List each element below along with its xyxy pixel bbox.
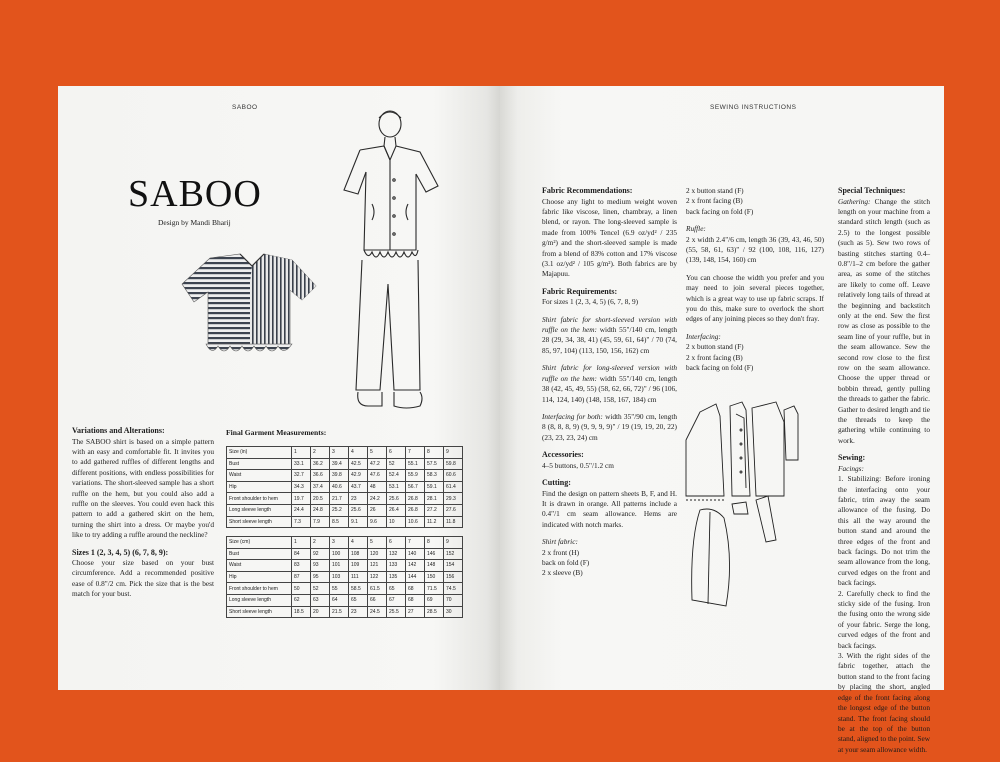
- measurement-value: 43.7: [349, 481, 368, 493]
- measurement-value: 133: [387, 560, 406, 572]
- measurement-value: 59.1: [425, 481, 444, 493]
- measurement-value: 103: [330, 571, 349, 583]
- measurement-value: 27.2: [425, 504, 444, 516]
- measurement-value: 87: [292, 571, 311, 583]
- measurement-value: 67: [387, 594, 406, 606]
- measurement-value: 71.5: [425, 583, 444, 595]
- size-header: 8: [425, 447, 444, 459]
- size-header: 4: [349, 537, 368, 549]
- size-header: 6: [387, 447, 406, 459]
- size-header: 2: [311, 537, 330, 549]
- measurement-value: 92: [311, 548, 330, 560]
- cut-line: 2 x button stand (F): [686, 186, 744, 195]
- measurement-value: 25.5: [387, 606, 406, 618]
- sizes-heading: Sizes 1 (2, 3, 4, 5) (6, 7, 8, 9):: [72, 547, 169, 557]
- measurement-value: 101: [330, 560, 349, 572]
- measurement-value: 55.1: [406, 458, 425, 470]
- measurement-value: 10: [387, 516, 406, 528]
- measurement-value: 132: [387, 548, 406, 560]
- table-row: [227, 606, 463, 618]
- gathering-body: Change the stitch length on your machine from a standard stitch length (such as 2.5) to the longest possible (such as 5). Sew two rows of basting stitches starting 0.4–0.8"/1–2 cm before the gather area, as some of the stitches are likely to come off. Leave relatively long tails of thread at the beginning and backstitch only at the end. Sew the first row as close as possible to the seam line of your ruffle, but in the seam allowance. Sew the second row close to the first row on the seam allowance. Choose the upper thread or bobbin thread, gently pulling the threads to gather the fabric. Gather to desired length and tie the threads to keep the gathering while continuing to work.: [838, 196, 930, 445]
- measurement-value: 40.6: [330, 481, 349, 493]
- size-header: 1: [292, 537, 311, 549]
- interfacing-line: back facing on fold (F): [686, 363, 754, 373]
- right-column-3: [838, 186, 930, 762]
- fabric-req-sizes: For sizes 1 (2, 3, 4, 5) (6, 7, 8, 9): [542, 297, 639, 307]
- measurement-value: 23: [349, 606, 368, 618]
- measurement-value: 7.9: [311, 516, 330, 528]
- shirt-fabric-line: 2 x front (H): [542, 547, 580, 557]
- size-header: 8: [425, 537, 444, 549]
- measurement-value: 111: [349, 571, 368, 583]
- measurements-title: Final Garment Measurements:: [226, 428, 327, 437]
- measurement-value: 25.6: [349, 504, 368, 516]
- facings-label: Facings:: [838, 463, 864, 473]
- size-header: 2: [311, 447, 330, 459]
- gathering-paragraph: [838, 197, 930, 447]
- measurement-value: 24.8: [311, 504, 330, 516]
- cut-line: 2 x front facing (B): [686, 196, 743, 206]
- shirt-fabric-line: back on fold (F): [542, 557, 590, 567]
- measurement-label: Waist: [227, 470, 292, 482]
- measurement-value: 144: [406, 571, 425, 583]
- table-row: [227, 493, 463, 505]
- measurement-label: Front shoulder to hem: [227, 493, 292, 505]
- measurement-value: 28.5: [425, 606, 444, 618]
- measurement-value: 152: [444, 548, 463, 560]
- measurement-value: 26: [368, 504, 387, 516]
- measurement-label: Front shoulder to hem: [227, 583, 292, 595]
- measurement-value: 26.8: [406, 504, 425, 516]
- measurement-value: 11.2: [425, 516, 444, 528]
- measurement-value: 142: [406, 560, 425, 572]
- measurement-value: 47.2: [368, 458, 387, 470]
- measurement-value: 55: [330, 583, 349, 595]
- fabric-req-heading: Fabric Requirements:: [542, 286, 618, 296]
- interfacing-label: Interfacing:: [686, 331, 721, 341]
- measurement-value: 20: [311, 606, 330, 618]
- measurement-value: 36.2: [311, 458, 330, 470]
- pattern-pieces-diagram: [680, 400, 836, 644]
- size-header: 3: [330, 447, 349, 459]
- measurement-value: 30: [444, 606, 463, 618]
- measurement-value: 68: [406, 583, 425, 595]
- table-row: [227, 504, 463, 516]
- measurements-table-cm: [226, 536, 463, 618]
- measurement-value: 95: [311, 571, 330, 583]
- measurement-value: 122: [368, 571, 387, 583]
- interfacing-both-label: Interfacing for both:: [542, 411, 603, 421]
- table-row: [227, 583, 463, 595]
- measurement-value: 58.5: [349, 583, 368, 595]
- measurement-value: 36.6: [311, 470, 330, 482]
- size-header: 1: [292, 447, 311, 459]
- table-row: [227, 516, 463, 528]
- long-sleeve-label: Shirt fabric for long-sleeved version with ruffle on the hem:: [542, 363, 677, 383]
- size-header: 9: [444, 537, 463, 549]
- interfacing-line: 2 x front facing (B): [686, 352, 743, 362]
- running-head-left: SABOO: [232, 104, 258, 111]
- measurement-value: 42.5: [349, 458, 368, 470]
- measurement-value: 24.4: [292, 504, 311, 516]
- right-page: [500, 86, 944, 754]
- measurement-label: Hip: [227, 481, 292, 493]
- measurement-value: 100: [330, 548, 349, 560]
- ruffle-body: 2 x width 2.4"/6 cm, length 36 (39, 43, 46, 50) (55, 58, 61, 63)" / 92 (100, 108, 116, 127) (139, 148, 154, 160) cm: [686, 234, 824, 265]
- measurements-table-in: [226, 446, 463, 528]
- measurement-value: 28.1: [425, 493, 444, 505]
- measurement-value: 9.6: [368, 516, 387, 528]
- measurement-value: 39.8: [330, 470, 349, 482]
- measurement-value: 18.5: [292, 606, 311, 618]
- table-row: [227, 458, 463, 470]
- size-header: 5: [368, 537, 387, 549]
- table-row: [227, 594, 463, 606]
- measurement-value: 7.3: [292, 516, 311, 528]
- size-unit-header: Size (cm): [227, 537, 292, 549]
- size-header: 6: [387, 537, 406, 549]
- measurement-value: 84: [292, 548, 311, 560]
- measurement-value: 69: [425, 594, 444, 606]
- measurement-value: 34.3: [292, 481, 311, 493]
- measurement-value: 58.3: [425, 470, 444, 482]
- measurement-value: 47.6: [368, 470, 387, 482]
- measurement-label: Long sleeve length: [227, 504, 292, 516]
- measurement-value: 32.7: [292, 470, 311, 482]
- magazine-spread: [58, 86, 944, 754]
- striped-shirt-photo: [180, 252, 318, 360]
- measurement-value: 19.7: [292, 493, 311, 505]
- table-header-row: [227, 537, 463, 549]
- measurement-value: 83: [292, 560, 311, 572]
- measurement-value: 26.4: [387, 504, 406, 516]
- measurement-value: 52.4: [387, 470, 406, 482]
- table-row: [227, 560, 463, 572]
- table-row: [227, 571, 463, 583]
- table-header-row: [227, 447, 463, 459]
- variations-heading: Variations and Alterations:: [72, 426, 165, 435]
- measurement-value: 63: [311, 594, 330, 606]
- measurement-value: 27.6: [444, 504, 463, 516]
- fabric-rec-heading: Fabric Recommendations:: [542, 186, 633, 195]
- measurement-value: 25.2: [330, 504, 349, 516]
- measurement-value: 121: [368, 560, 387, 572]
- measurement-value: 135: [387, 571, 406, 583]
- sizes-body: Choose your size based on your bust circumference. Add a recommended positive ease of 0.8"/2 cm. Pick the size that is the best match for your bust.: [72, 558, 214, 599]
- measurement-value: 24.2: [368, 493, 387, 505]
- cutting-body: Find the design on pattern sheets B, F, and H. It is drawn in orange. All patterns include a 0.4"/1 cm seam allowance. Hems are indicated with notch marks.: [542, 488, 677, 529]
- shirt-fabric-label: Shirt fabric:: [542, 537, 578, 547]
- right-column-2: [686, 186, 824, 374]
- measurement-value: 9.1: [349, 516, 368, 528]
- measurement-value: 56.7: [406, 481, 425, 493]
- size-header: 9: [444, 447, 463, 459]
- interfacing-req: [542, 412, 677, 443]
- measurement-value: 59.8: [444, 458, 463, 470]
- left-body-text: [72, 426, 214, 607]
- measurement-value: 37.4: [311, 481, 330, 493]
- measurement-value: 24.5: [368, 606, 387, 618]
- short-sleeve-req: [542, 315, 677, 357]
- measurement-value: 61.4: [444, 481, 463, 493]
- byline: Design by Mandi Bharij: [158, 218, 231, 227]
- table-row: [227, 481, 463, 493]
- variations-body: The SABOO shirt is based on a simple pattern with an easy and comfortable fit. It invites you to add gathered ruffles of different lengths and different positions, with endless possibilities for variations. The short-sleeved sample has a short ruffle on the hem, but you could also add a ruffle on the sleeves. You could even hack this pattern to add a gathered skirt on the hem, turning the shirt into a dress. Or maybe you'd like to try adding a ruffle around the neckline?: [72, 436, 214, 540]
- sewing-step-1: 1. Stabilizing: Before ironing the interfacing onto your fabric, trim away the seam allowance of the fusing. Do this all the way around the button stand and around the three edges of the front and back facings. Do not trim the seam allowance from the long, curved edges on the front and back facings.: [838, 474, 930, 588]
- measurement-value: 148: [425, 560, 444, 572]
- measurement-value: 68: [406, 594, 425, 606]
- size-header: 4: [349, 447, 368, 459]
- measurement-value: 20.5: [311, 493, 330, 505]
- measurement-value: 60.6: [444, 470, 463, 482]
- measurement-value: 48: [368, 481, 387, 493]
- measurement-value: 57.5: [425, 458, 444, 470]
- measurement-value: 27: [406, 606, 425, 618]
- measurement-label: Short sleeve length: [227, 606, 292, 618]
- measurement-value: 65: [349, 594, 368, 606]
- shirt-fabric-line: 2 x sleeve (B): [542, 568, 583, 578]
- left-page: [58, 86, 500, 690]
- measurement-value: 52: [387, 458, 406, 470]
- measurement-value: 42.9: [349, 470, 368, 482]
- measurement-value: 50: [292, 583, 311, 595]
- measurement-value: 66: [368, 594, 387, 606]
- measurement-label: Long sleeve length: [227, 594, 292, 606]
- measurement-value: 74.5: [444, 583, 463, 595]
- measurement-value: 109: [349, 560, 368, 572]
- measurement-label: Hip: [227, 571, 292, 583]
- size-unit-header: Size (in): [227, 447, 292, 459]
- measurement-label: Bust: [227, 548, 292, 560]
- table-row: [227, 548, 463, 560]
- measurement-value: 108: [349, 548, 368, 560]
- cut-line: back facing on fold (F): [686, 206, 754, 216]
- fabric-rec-body: Choose any light to medium weight woven fabric like viscose, linen, chambray, a linen blend, or rayon. The long-sleeved sample is made from 100% Tencel (6.9 oz/yd² / 235 g/m²) and the short-sleeved sample is made from a blend of 83% cotton and 17% viscose (3.1 oz/yd² / 105 g/m²). Both fabrics are by Majapuu.: [542, 196, 677, 279]
- short-sleeve-label: Shirt fabric for short-sleeved version with ruffle on the hem:: [542, 314, 677, 335]
- measurement-value: 11.8: [444, 516, 463, 528]
- measurement-value: 64: [330, 594, 349, 606]
- long-sleeve-body: width 55"/140 cm, length 38 (42, 45, 49, 55) (58, 62, 66, 72)" / 96 (106, 114, 124, 140) (148, 158, 167, 184) cm: [542, 373, 677, 404]
- sewing-heading: Sewing:: [838, 453, 866, 463]
- measurement-value: 53.1: [387, 481, 406, 493]
- ruffle-note: You can choose the width you prefer and you may need to join several pieces together, which is a great way to use up fabric scraps. If you do this, make sure to overlock the short edges of any joining pieces so they don't fray.: [686, 272, 824, 324]
- page-title: SABOO: [128, 173, 262, 215]
- fashion-illustration: [328, 100, 478, 422]
- short-sleeve-body: width 55"/140 cm, length 28 (29, 34, 38, 41) (45, 59, 61, 64)" / 70 (74, 85, 97, 104) (113, 150, 156, 162) cm: [542, 325, 677, 355]
- measurement-value: 21.5: [330, 606, 349, 618]
- measurement-value: 120: [368, 548, 387, 560]
- sewing-step-2: 2. Carefully check to find the sticky side of the fusing. Iron the fusing onto the wrong side of your fabric. Serge the long, curved edges of the front and back facings.: [838, 588, 930, 650]
- ruffle-label: Ruffle:: [686, 224, 706, 234]
- measurement-value: 154: [444, 560, 463, 572]
- measurement-value: 21.7: [330, 493, 349, 505]
- measurement-value: 52: [311, 583, 330, 595]
- measurement-value: 33.1: [292, 458, 311, 470]
- measurement-value: 65: [387, 583, 406, 595]
- measurement-value: 150: [425, 571, 444, 583]
- size-header: 3: [330, 537, 349, 549]
- interfacing-line: 2 x button stand (F): [686, 342, 744, 352]
- right-column-1: [542, 186, 677, 579]
- measurement-value: 26.8: [406, 493, 425, 505]
- measurement-value: 55.9: [406, 470, 425, 482]
- sewing-step-3: 3. With the right sides of the fabric together, attach the button stand to the front facing by placing the short, angled edge of the front facing along the longest edge of the button stand. The front facing should be at the top of the button stand, aligned to the point. Sew at your seam allowance width.: [838, 651, 930, 754]
- measurement-value: 29.3: [444, 493, 463, 505]
- cutting-heading: Cutting:: [542, 478, 571, 488]
- size-header: 7: [406, 537, 425, 549]
- measurement-value: 62: [292, 594, 311, 606]
- measurement-value: 8.5: [330, 516, 349, 528]
- measurement-value: 156: [444, 571, 463, 583]
- size-header: 7: [406, 447, 425, 459]
- measurement-label: Waist: [227, 560, 292, 572]
- measurement-label: Short sleeve length: [227, 516, 292, 528]
- measurement-value: 146: [425, 548, 444, 560]
- measurement-value: 39.4: [330, 458, 349, 470]
- interfacing-both-body: width 35"/90 cm, length 8 (8, 8, 8, 9) (9, 9, 9, 9)" / 19 (19, 19, 20, 22) (23, 23, 23, 24) cm: [542, 411, 677, 442]
- measurement-value: 25.6: [387, 493, 406, 505]
- accessories-body: 4–5 buttons, 0.5"/1.2 cm: [542, 460, 614, 470]
- special-techniques-heading: Special Techniques:: [838, 186, 906, 195]
- measurement-value: 23: [349, 493, 368, 505]
- running-head-right: SEWING INSTRUCTIONS: [710, 104, 797, 111]
- table-row: [227, 470, 463, 482]
- gathering-label: Gathering:: [838, 196, 871, 206]
- size-header: 5: [368, 447, 387, 459]
- accessories-heading: Accessories:: [542, 450, 584, 460]
- measurement-value: 70: [444, 594, 463, 606]
- measurement-value: 93: [311, 560, 330, 572]
- long-sleeve-req: [542, 363, 677, 405]
- measurement-value: 140: [406, 548, 425, 560]
- measurement-value: 61.5: [368, 583, 387, 595]
- measurement-label: Bust: [227, 458, 292, 470]
- measurement-value: 10.6: [406, 516, 425, 528]
